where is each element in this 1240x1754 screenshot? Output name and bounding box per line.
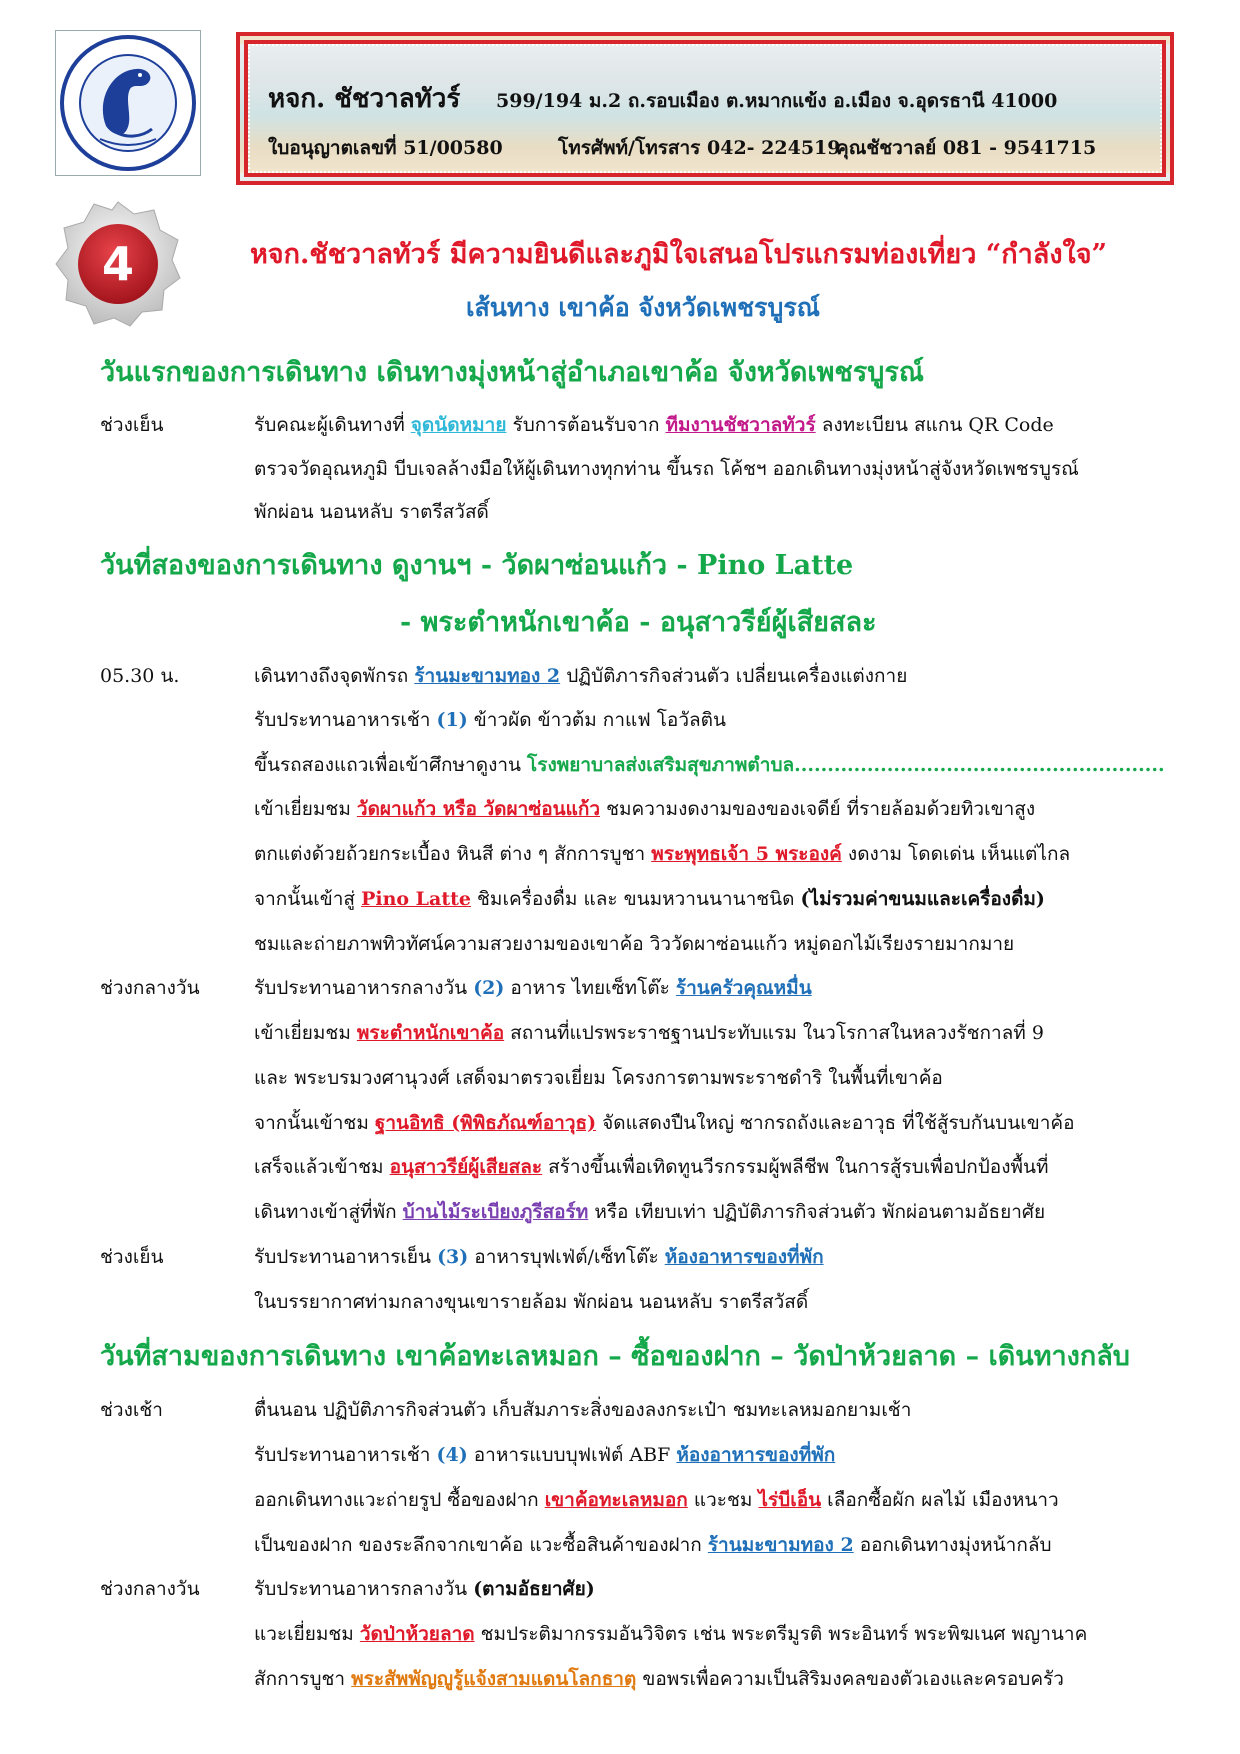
day2-line15: ในบรรยากาศท่ามกลางขุนเขารายล้อม พักผ่อน นอนหลับ ราตรีสวัสดิ์ xyxy=(254,1291,809,1313)
day2-line14: รับประทานอาหารเย็น (3) อาหารบุฟเฟ่ต์/เซ็ทโต๊ะ ห้องอาหารของที่พัก xyxy=(254,1246,824,1268)
day3-time-morning: ช่วงเช้า xyxy=(100,1399,163,1421)
day2-heading-cont: - พระตำหนักเขาค้อ - อนุสาวรีย์ผู้เสียสละ xyxy=(400,607,877,638)
day2-line4: เข้าเยี่ยมชม วัดผาแก้ว หรือ วัดผาซ่อนแก้ว ชมความงดงามของของเจดีย์ ที่รายล้อมด้วยทิวเขาสูง xyxy=(254,798,1036,820)
program-number-badge xyxy=(54,200,182,328)
day2-time-noon: ช่วงกลางวัน xyxy=(100,977,200,999)
day2-line2: รับประทานอาหารเช้า (1) ข้าวผัด ข้าวต้ม กาแฟ โอวัลติน xyxy=(254,709,726,731)
day1-line1: รับคณะผู้เดินทางที่ จุดนัดหมาย รับการต้อนรับจาก ทีมงานชัชวาลทัวร์ ลงทะเบียน สแกน QR Code xyxy=(254,414,1054,436)
day2-line13: เดินทางเข้าสู่ที่พัก บ้านไม้ระเบียงภูรีสอร์ท หรือ เทียบเท่า ปฏิบัติภารกิจส่วนตัว พักผ่อนตามอัธยาศัย xyxy=(254,1201,1046,1223)
day2-line6: จากนั้นเข้าสู่ Pino Latte ชิมเครื่องดื่ม และ ขนมหวานนานาชนิด (ไม่รวมค่าขนมและเครื่องดื่ม) xyxy=(254,888,1045,910)
day3-line6: แวะเยี่ยมชม วัดป่าห้วยลาด ชมประติมากรรมอันวิจิตร เช่น พระตรีมูรติ พระอินทร์ พระพิฆเนศ พญานาค xyxy=(254,1623,1088,1645)
dolphin-logo-icon xyxy=(56,31,200,175)
day1-time-evening: ช่วงเย็น xyxy=(100,414,164,436)
day2-line7: ชมและถ่ายภาพทิวทัศน์ความสวยงามของเขาค้อ วิววัดผาซ่อนแก้ว หมู่ดอกไม้เรียงรายมากมาย xyxy=(254,933,1015,955)
header-banner xyxy=(236,32,1174,185)
day2-line12: เสร็จแล้วเข้าชม อนุสาวรีย์ผู้เสียสละ สร้างขึ้นเพื่อเทิดทูนวีรกรรมผู้พลีชีพ ในการสู้รบเพื่อปกป้องพื้นที่ xyxy=(254,1156,1049,1178)
day2-line10: และ พระบรมวงศานุวงศ์ เสด็จมาตรวจเยี่ยม โครงการตามพระราชดำริ ในพื้นที่เขาค้อ xyxy=(254,1067,943,1089)
day3-line4: เป็นของฝาก ของระลึกจากเขาค้อ แวะซื้อสินค้าของฝาก ร้านมะขามทอง 2 ออกเดินทางมุ่งหน้ากลับ xyxy=(254,1534,1052,1556)
license-number: ใบอนุญาตเลขที่ 51/00580 xyxy=(268,137,503,159)
company-name: หจก. ชัชวาลทัวร์ xyxy=(268,84,461,114)
day2-line8: รับประทานอาหารกลางวัน (2) อาหาร ไทยเซ็ทโต๊ะ ร้านครัวคุณหมื่น xyxy=(254,977,812,999)
day3-line3: ออกเดินทางแวะถ่ายรูป ซื้อของฝาก เขาค้อทะเลหมอก แวะชม ไร่บีเอ็น เลือกซื้อผัก ผลไม้ เมืองหนาว xyxy=(254,1489,1059,1511)
contact-person: คุณชัชวาลย์ 081 - 9541715 xyxy=(836,137,1097,159)
number-badge-icon xyxy=(54,200,182,328)
day2-line5: ตกแต่งด้วยถ้วยกระเบื้อง หินสี ต่าง ๆ สักการบูชา พระพุทธเจ้า 5 พระองค์ งดงาม โดดเด่น เห็นแต่ไกล xyxy=(254,843,1071,865)
day2-time-evening: ช่วงเย็น xyxy=(100,1246,164,1268)
company-logo xyxy=(55,30,201,176)
day3-line7: สักการบูชา พระสัพพัญญูรู้แจ้งสามแดนโลกธาตุ ขอพรเพื่อความเป็นสิริมงคลของตัวเองและครอบครัว xyxy=(254,1668,1064,1690)
badge-number: 4 xyxy=(101,237,135,291)
program-title: หจก.ชัชวาลทัวร์ มีความยินดีและภูมิใจเสนอโปรแกรมท่องเที่ยว “กำลังใจ” xyxy=(250,239,1108,270)
day2-line1: เดินทางถึงจุดพักรถ ร้านมะขามทอง 2 ปฏิบัติภารกิจส่วนตัว เปลี่ยนเครื่องแต่งกาย xyxy=(254,665,908,687)
day2-line9: เข้าเยี่ยมชม พระตำหนักเขาค้อ สถานที่แปรพระราชฐานประทับแรม ในวโรกาสในหลวงรัชกาลที่ 9 xyxy=(254,1022,1044,1044)
day1-line3: พักผ่อน นอนหลับ ราตรีสวัสดิ์ xyxy=(254,501,489,523)
day3-line2: รับประทานอาหารเช้า (4) อาหารแบบบุฟเฟ่ต์ ABF ห้องอาหารของที่พัก xyxy=(254,1444,836,1466)
day2-line11: จากนั้นเข้าชม ฐานอิทธิ (พิพิธภัณฑ์อาวุธ) จัดแสดงปืนใหญ่ ซากรถถังและอาวุธ ที่ใช้สู้รบกันบนเขาค้อ xyxy=(254,1112,1075,1134)
day2-heading: วันที่สองของการเดินทาง ดูงานฯ - วัดผาซ่อนแก้ว - Pino Latte xyxy=(100,550,854,581)
day2-time-0530: 05.30 น. xyxy=(100,665,180,687)
day3-time-noon: ช่วงกลางวัน xyxy=(100,1578,200,1600)
day1-line2: ตรวจวัดอุณหภูมิ บีบเจลล้างมือให้ผู้เดินทางทุกท่าน ขึ้นรถ โค้ชฯ ออกเดินทางมุ่งหน้าสู่จังหวัดเพชรบูรณ์ xyxy=(254,458,1079,480)
company-address: 599/194 ม.2 ถ.รอบเมือง ต.หมากแข้ง อ.เมือง จ.อุดรธานี 41000 xyxy=(496,90,1058,112)
day2-line3: ขึ้นรถสองแถวเพื่อเข้าศึกษาดูงาน โรงพยาบาลส่งเสริมสุขภาพตำบล........................................................ xyxy=(254,754,1165,776)
day3-heading: วันที่สามของการเดินทาง เขาค้อทะเลหมอก – ซื้อของฝาก – วัดป่าห้วยลาด – เดินทางกลับ xyxy=(100,1341,1130,1372)
program-route: เส้นทาง เขาค้อ จังหวัดเพชรบูรณ์ xyxy=(466,293,820,322)
day1-heading: วันแรกของการเดินทาง เดินทางมุ่งหน้าสู่อำเภอเขาค้อ จังหวัดเพชรบูรณ์ xyxy=(100,357,924,388)
day3-line1: ตื่นนอน ปฏิบัติภารกิจส่วนตัว เก็บสัมภาระสิ่งของลงกระเป๋า ชมทะเลหมอกยามเช้า xyxy=(254,1399,912,1421)
phone-number: โทรศัพท์/โทรสาร 042- 224519 xyxy=(558,137,841,159)
day3-line5: รับประทานอาหารกลางวัน (ตามอัธยาศัย) xyxy=(254,1578,595,1600)
